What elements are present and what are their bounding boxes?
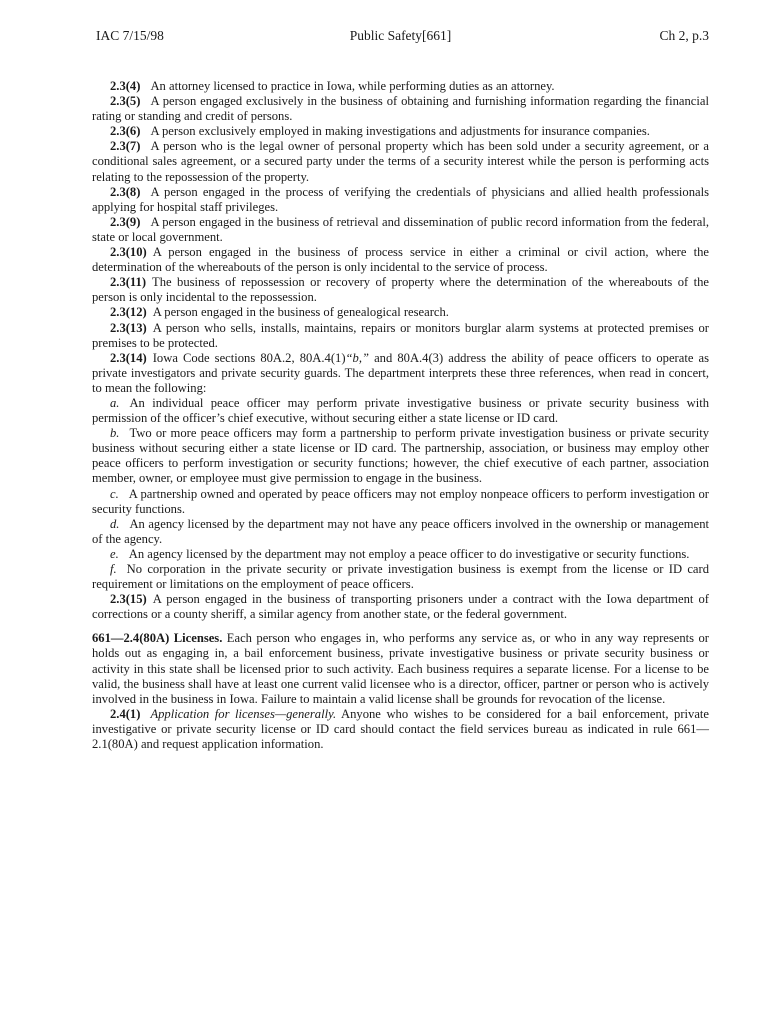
list-item-e: e. An agency licensed by the department may not employ a peace officer to do investigative or security functions. — [110, 546, 690, 561]
header-page: Ch 2, p.3 — [659, 28, 709, 43]
list-item-b: b. Two or more peace officers may form a partnership to perform private investigation business or private security business without securing either a state license or ID card. The partnership, association, or business may employ other peace officers to perform investigation or security functions; however, the chief executive of each partner, association member, owner, or employee must give permission to engage in the business. — [92, 426, 709, 486]
paragraph-2-3-10: 2.3(10) A person engaged in the business of process service in either a criminal or civil action, where the determination of the whereabouts of the person is only incidental to the service of process. — [92, 245, 709, 275]
paragraph-2-3-9: 2.3(9) A person engaged in the business of retrieval and dissemination of public record information from the federal, state or local government. — [92, 214, 709, 244]
header-date: IAC 7/15/98 — [96, 28, 164, 43]
document-body — [92, 79, 709, 752]
paragraph-2-3-11: 2.3(11) The business of repossession or recovery of property where the determination of the whereabouts of the person is only incidental to the repossession. — [92, 275, 709, 305]
rule-2-4-section — [92, 631, 709, 752]
rule-2-4-paragraph: 661—2.4(80A) Licenses. Each person who engages in, who performs any service as, or who in any way represents or holds out as engaging in, a bail enforcement business, private investigative business or private security business or activity in this state shall be licensed prior to such activity. Each business requires a separate license. For a license to be valid, the business shall have at least one current valid licensee who is a director, officer, partner or person who is actively involved in the business in Iowa. Failure to maintain a valid license shall be grounds for revocation of the license. — [92, 631, 709, 706]
paragraph-2-3-15: 2.3(15) A person engaged in the business of transporting prisoners under a contract with the Iowa department of corrections or a county sheriff, a similar agency from another state, or the federal government. — [92, 592, 709, 622]
paragraph-2-3-5: 2.3(5) A person engaged exclusively in the business of obtaining and furnishing information regarding the financial rating or standing and credit of persons. — [92, 94, 709, 124]
list-item-a: a. An individual peace officer may perform private investigative business or private security business with permission of the officer’s chief executive, without securing either a state license or ID card. — [92, 395, 709, 426]
paragraph-2-3-4: 2.3(4) An attorney licensed to practice in Iowa, while performing duties as an attorney. — [110, 79, 555, 93]
paragraph-2-3-13: 2.3(13) A person who sells, installs, maintains, repairs or monitors burglar alarm systems at protected premises or premises to be protected. — [92, 320, 709, 350]
header-title: Public Safety[661] — [349, 28, 452, 43]
list-item-c: c. A partnership owned and operated by peace officers may not employ nonpeace officers to perform investigation or security functions. — [92, 486, 709, 516]
paragraph-2-3-14: 2.3(14) Iowa Code sections 80A.2, 80A.4(1)“b,” and 80A.4(3) address the ability of peace officers to operate as private investigators and private security guards. The department interprets these three references, when read in concert, to mean the following: — [92, 350, 709, 395]
page-header — [92, 28, 709, 48]
list-item-d: d. An agency licensed by the department may not have any peace officers involved in the ownership or management of the agency. — [92, 516, 709, 546]
paragraph-2-3-12: 2.3(12) A person engaged in the business of genealogical research. — [110, 305, 449, 320]
rule-2-4-heading: 661—2.4(80A) Licenses. — [92, 631, 223, 646]
paragraph-2-4-1: 2.4(1) Application for licenses—generally. Anyone who wishes to be considered for a bail enforcement, private investigative or private security license or ID card should contact the field services bureau as indicated in rule 661—2.1(80A) and request application information. — [92, 706, 709, 752]
paragraph-2-3-8: 2.3(8) A person engaged in the process of verifying the credentials of physicians and allied health professionals applying for hospital staff privileges. — [92, 184, 709, 214]
list-item-f: f. No corporation in the private security or private investigation business is exempt from the license or ID card requirement or limitations on the employment of peace officers. — [92, 562, 709, 592]
document-page — [92, 28, 709, 752]
paragraph-2-3-6: 2.3(6) A person exclusively employed in making investigations and adjustments for insurance companies. — [110, 124, 650, 139]
paragraph-2-3-7: 2.3(7) A person who is the legal owner of personal property which has been sold under a security agreement, or a conditional sales agreement, or a secured party under the terms of a security interest while the person is performing acts relating to the repossession of the property. — [92, 139, 709, 184]
